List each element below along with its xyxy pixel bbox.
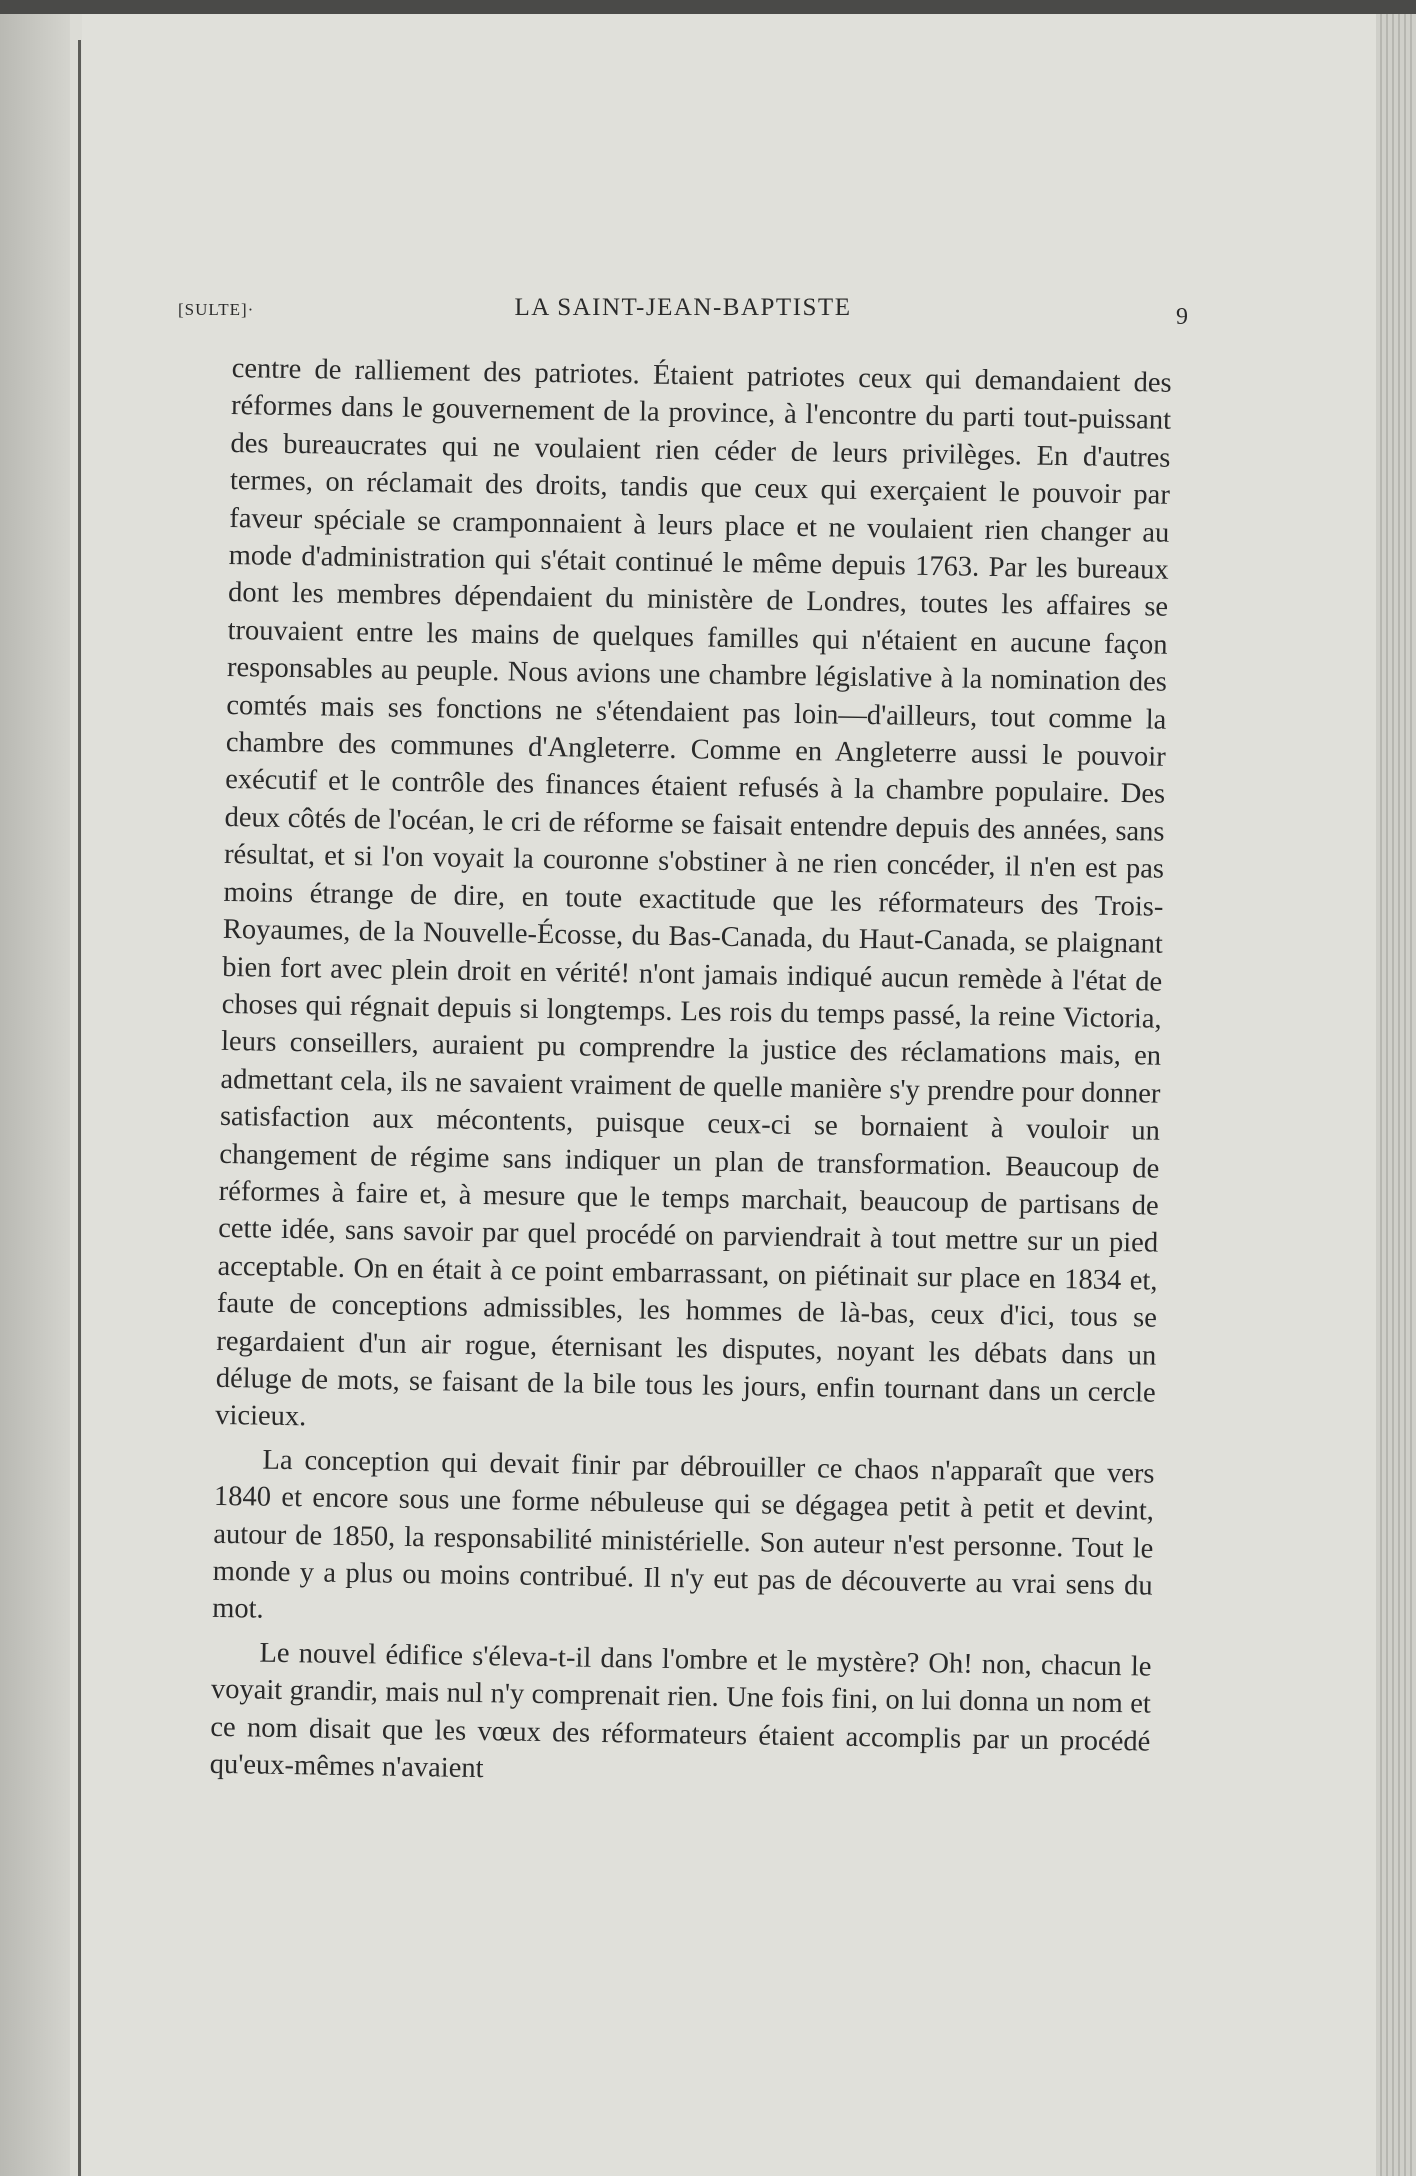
- paragraph-1: centre de ralliement des patriotes. Étaient patriotes ceux qui demandaient des réformes dans le gouvernement de la province, à l'encontre du parti tout-puissant des bureaucrates qui ne voulaient rien céder de leurs privilèges. En d'autres termes, on réclamait des droits, tandis que ceux qui exerçaient le pouvoir par faveur spéciale se cramponnaient à leurs place et ne voulaient rien changer au mode d'administration qui s'était continué le même depuis 1763. Par les bureaux dont les membres dépendaient du ministère de Londres, toutes les affaires se trouvaient entre les mains de quelques familles qui n'étaient en aucune façon responsables au peuple. Nous avions une chambre législative à la nomination des comtés mais ses fonctions ne s'étendaient pas loin—d'ailleurs, tout comme la chambre des communes d'Angleterre. Comme en Angleterre aussi le pouvoir exécutif et le contrôle des finances étaient refusés à la chambre populaire. Des deux côtés de l'océan, le cri de réforme se faisait entendre depuis des années, sans résultat, et si l'on voyait la couronne s'obstiner à ne rien concéder, il n'en est pas moins étrange de dire, en toute exactitude que les réformateurs des Trois-Royaumes, de la Nouvelle-Écosse, du Bas-Canada, du Haut-Canada, se plaignant bien fort avec plein droit en vérité! n'ont jamais indiqué aucun remède à l'état de choses qui régnait depuis si longtemps. Les rois du temps passé, la reine Victoria, leurs conseillers, auraient pu comprendre la justice des réclamations mais, en admettant cela, ils ne savaient vraiment de quelle manière s'y prendre pour donner satisfaction aux mécontents, puisque ceux-ci se bornaient à vouloir un changement de régime sans indiquer un plan de transformation. Beaucoup de réformes à faire et, à mesure que le temps marchait, beaucoup de partisans de cette idée, sans savoir par quel procédé on parviendrait à tout mettre sur un pied acceptable. On en était à ce point embarrassant, on piétinait sur place en 1834 et, faute de conceptions admissibles, les hommes de là-bas, ceux d'ici, tous se regardaient d'un air rogue, éternisant les disputes, noyant les débats dans un déluge de mots, se faisant de la bile tous les jours, enfin tournant dans un cercle vicieux.: [215, 352, 1172, 1433]
- page-number: 9: [1176, 304, 1188, 330]
- paragraph-2: La conception qui devait finir par débrouiller ce chaos n'apparaît que vers 1840 et encore sous une forme nébuleuse qui se dégagea petit à petit et devint, autour de 1850, la responsabilité ministérielle. Son auteur n'est personne. Tout le monde y a plus ou moins contribué. Il n'y eut pas de découverte au vrai sens du mot.: [211, 1444, 1155, 1626]
- body-text: [209, 350, 1171, 1798]
- scanner-top-edge: [0, 0, 1416, 14]
- running-head-title: LA SAINT-JEAN-BAPTISTE: [514, 294, 852, 321]
- page-stack-edge: [1376, 14, 1416, 2176]
- running-head-author: [SULTE]·: [178, 300, 255, 319]
- running-head: [178, 294, 1188, 334]
- paragraph-3: Le nouvel édifice s'éleva-t-il dans l'ombre et le mystère? Oh! non, chacun le voyait grandir, mais nul n'y comprenait rien. Une fois fini, on lui donna un nom et ce nom disait que les vœux des réformateurs étaient accomplis par un procédé qu'eux-mêmes n'avaient: [209, 1637, 1152, 1785]
- binding-rule: [78, 40, 81, 2176]
- binding-shadow: [0, 14, 70, 2176]
